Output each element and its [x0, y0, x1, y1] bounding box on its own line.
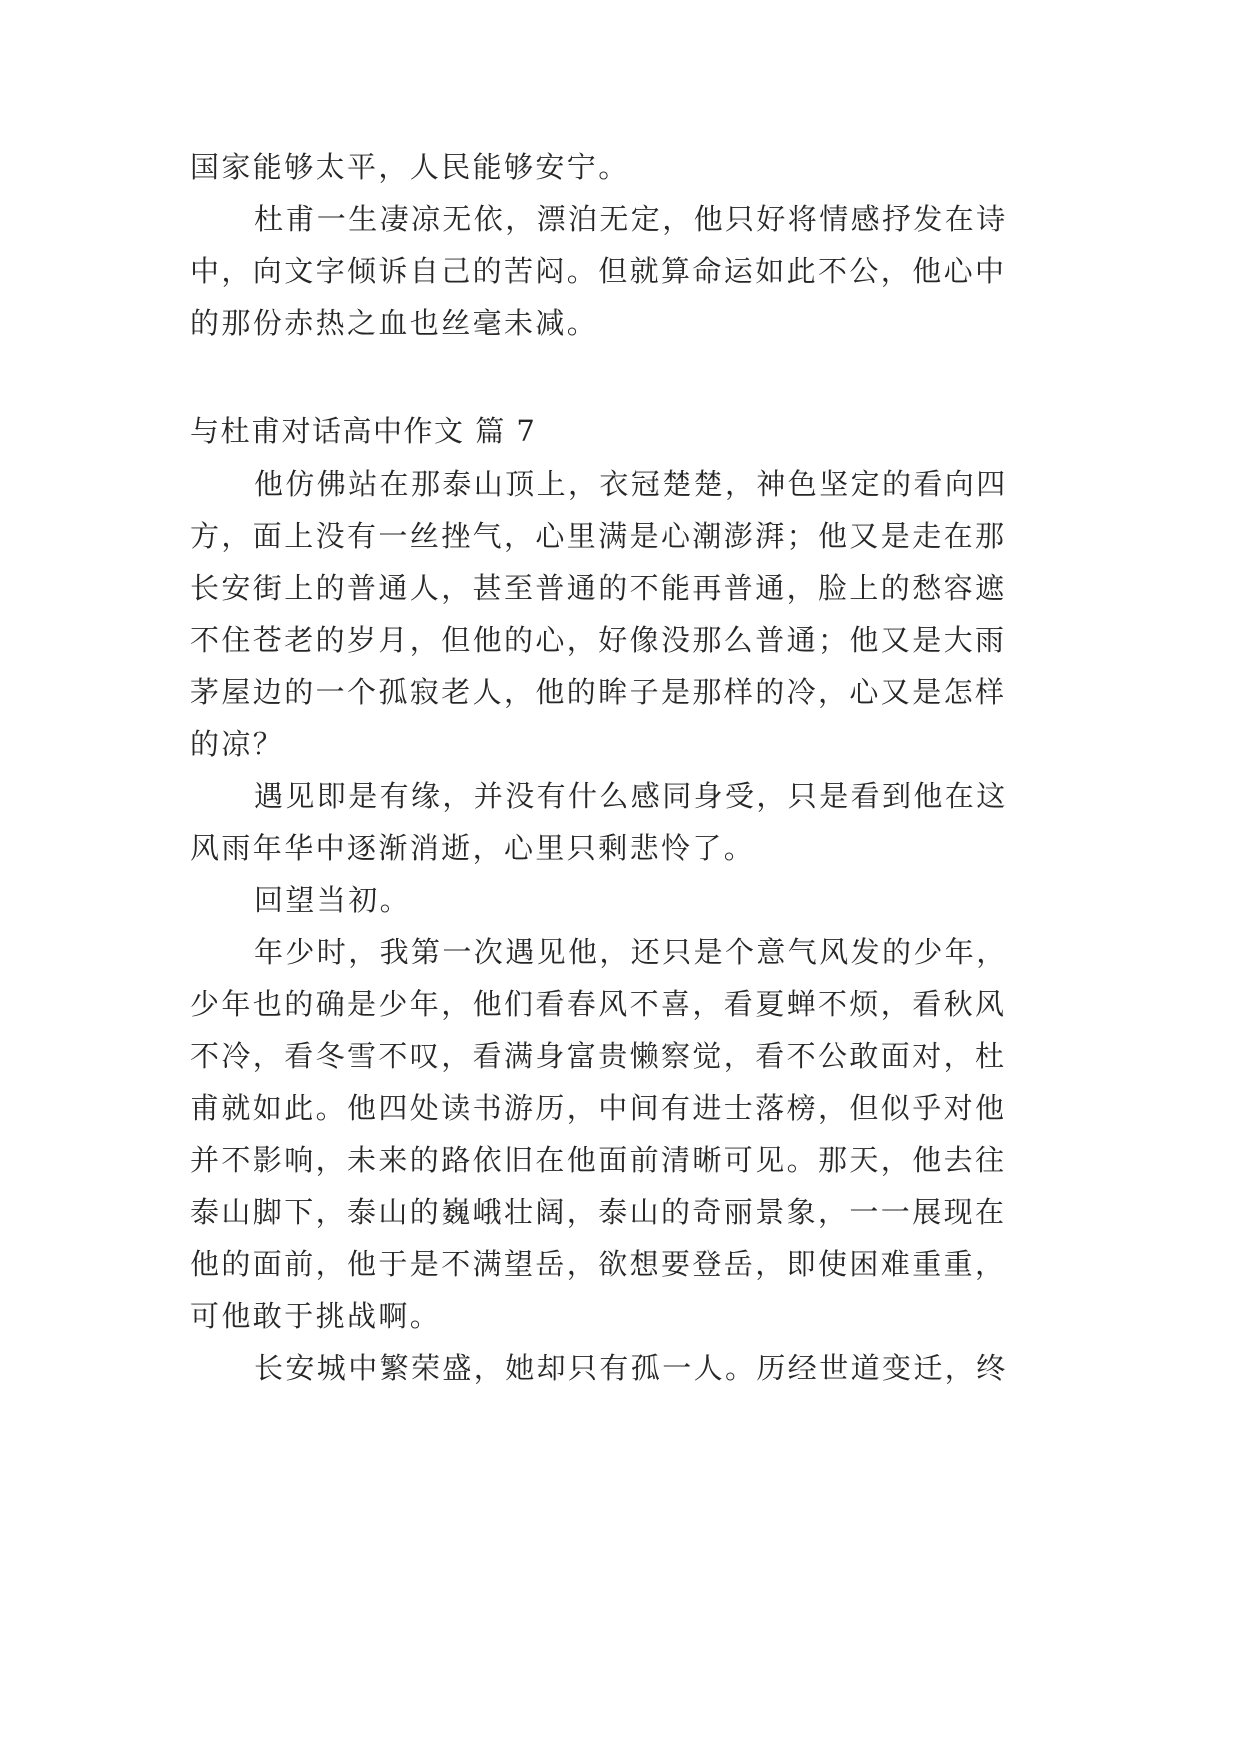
paragraph-start: 遇见即是有缘，并没有什么感同身受，只是看到他在这: [254, 779, 1008, 813]
text-line: 不冷，看冬雪不叹，看满身富贵懒察觉，看不公敢面对，杜: [190, 1039, 1007, 1073]
paragraph-start: 长安城中繁荣盛，她却只有孤一人。历经世道变迁，终: [254, 1351, 1008, 1385]
text-line: 少年也的确是少年，他们看春风不喜，看夏蝉不烦，看秋风: [190, 987, 1007, 1021]
text-line: 风雨年华中逐渐消逝，心里只剩悲怜了。: [190, 831, 756, 865]
paragraph-start: 年少时，我第一次遇见他，还只是个意气风发的少年，: [254, 935, 1008, 969]
text-line: 中，向文字倾诉自己的苦闷。但就算命运如此不公，他心中: [190, 254, 1007, 288]
text-line: 可他敢于挑战啊。: [190, 1299, 442, 1333]
paragraph-start: 回望当初。: [254, 883, 412, 917]
text-line: 的那份赤热之血也丝毫未减。: [190, 306, 599, 340]
text-line: 方，面上没有一丝挫气，心里满是心潮澎湃；他又是走在那: [190, 519, 1007, 553]
paragraph-start: 他仿佛站在那泰山顶上，衣冠楚楚，神色坚定的看向四: [254, 467, 1008, 501]
text-line: 茅屋边的一个孤寂老人，他的眸子是那样的冷，心又是怎样: [190, 675, 1007, 709]
text-line: 不住苍老的岁月，但他的心，好像没那么普通；他又是大雨: [190, 623, 1007, 657]
section-heading: 与杜甫对话高中作文 篇 7: [190, 414, 537, 448]
text-line: 国家能够太平，人民能够安宁。: [190, 150, 630, 184]
paragraph-start: 杜甫一生凄凉无依，漂泊无定，他只好将情感抒发在诗: [254, 202, 1008, 236]
text-line: 泰山脚下，泰山的巍峨壮阔，泰山的奇丽景象，一一展现在: [190, 1195, 1007, 1229]
text-line: 他的面前，他于是不满望岳，欲想要登岳，即使困难重重，: [190, 1247, 1007, 1281]
text-line: 甫就如此。他四处读书游历，中间有进士落榜，但似乎对他: [190, 1091, 1007, 1125]
text-line: 并不影响，未来的路依旧在他面前清晰可见。那天，他去往: [190, 1143, 1007, 1177]
text-line: 长安街上的普通人，甚至普通的不能再普通，脸上的愁容遮: [190, 571, 1007, 605]
text-line: 的凉？: [190, 727, 285, 761]
